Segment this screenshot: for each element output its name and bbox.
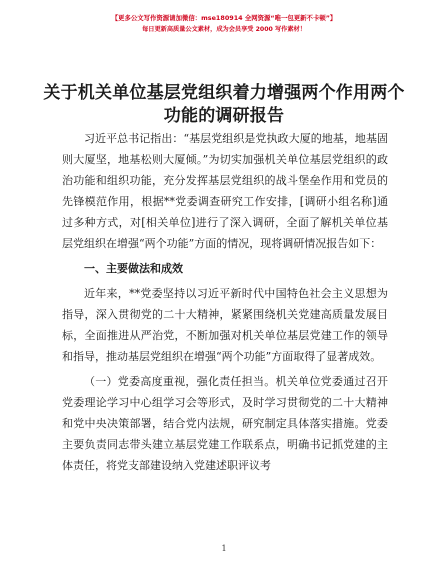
body-paragraph: 近年来，**党委坚持以习近平新时代中国特色社会主义思想为指导，深入贯彻党的二十大精神，紧紧围绕机关党建高质量发展目标，全面推进从严治党，不断加强对机关单位基层党建工作的领导和指导，推动基层党组织在增强“两个功能”方面取得了显著成效。	[62, 287, 388, 363]
promo-banner	[0, 12, 448, 36]
page-number: 1	[221, 544, 227, 553]
document-title: 关于机关单位基层党组织着力增强两个作用两个功能的调研报告	[43, 83, 405, 126]
intro-paragraph: 习近平总书记指出：“基层党组织是党执政大厦的地基，地基固则大厦坚，地基松则大厦倾。”为切实加强机关单位基层党组织的政治功能和组织功能，充分发挥基层党组织的战斗堡垒作用和党员的先锋模范作用，根据**党委调查研究工作安排，[调研小组名称]通过多种方式，对[相关单位]进行了深入调研，全面了解机关单位基层党组织在增强“两个功能”方面的情况，现将调研情况报告如下：	[62, 132, 388, 250]
section-heading: 一、主要做法和成效	[84, 262, 183, 275]
document-body	[62, 128, 388, 476]
body-paragraph: （一）党委高度重视，强化责任担当。机关单位党委通过召开党委理论学习中心组学习会等形式，及时学习贯彻党的二十大精神和党中央决策部署，结合党内法规，研究制定具体落实措施。党委主要负责同志带头建立基层党建工作联系点，明确书记抓党建的主体责任，将党支部建设纳入党建述职评议考	[62, 375, 388, 472]
promo-banner-line-1: 【更多公文写作资源请加微信：mse180914 全网资源“唯一包更新不卡顿”】	[111, 14, 337, 22]
promo-banner-line-2: 每日更新高质量公文素材，成为会员享受 2000 写作素材！	[142, 26, 306, 33]
